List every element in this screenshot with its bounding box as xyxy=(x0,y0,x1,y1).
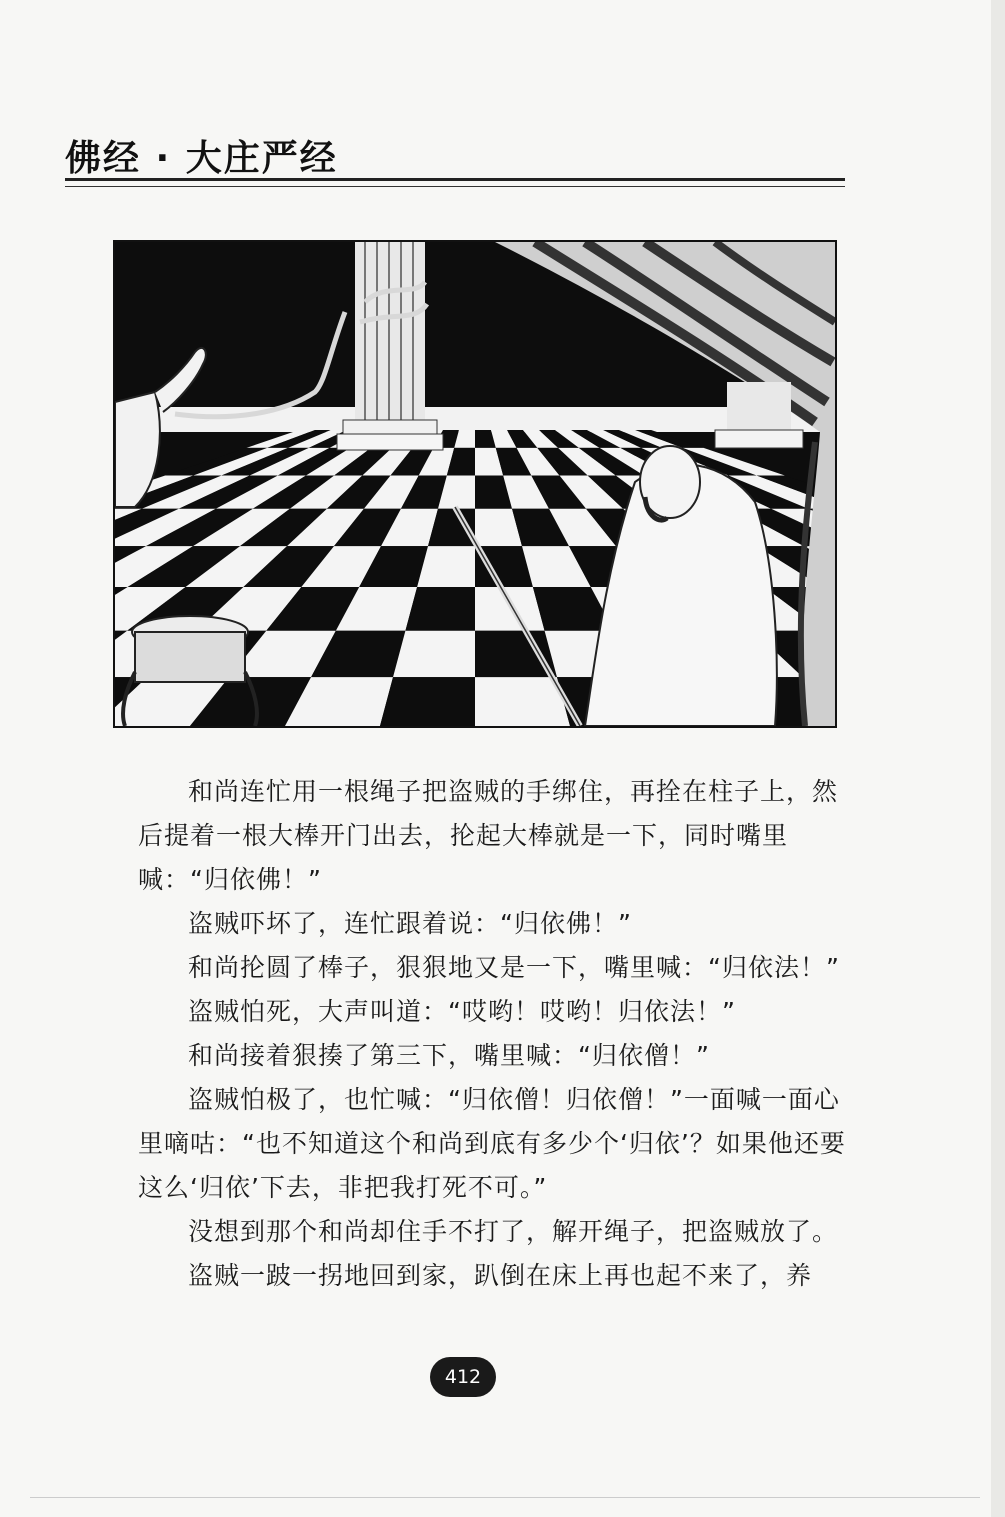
page-title: 佛经 · 大庄严经 xyxy=(65,138,338,179)
bottom-rule xyxy=(30,1497,980,1498)
paragraph: 盗贼一跛一拐地回到家，趴倒在床上再也起不来了，养 xyxy=(188,1261,813,1290)
paragraph: 和尚连忙用一根绳子把盗贼的手绑住，再拴在柱子上，然后提着一根大棒开门出去，抡起大棒就是一下，同时嘴里喊：“归依佛！” xyxy=(138,777,839,894)
paragraph: 盗贼吓坏了，连忙跟着说：“归依佛！” xyxy=(188,909,632,938)
paragraph: 和尚抡圆了棒子，狠狠地又是一下，嘴里喊：“归依法！” xyxy=(188,953,840,982)
paragraph: 没想到那个和尚却住手不打了，解开绳子，把盗贼放了。 xyxy=(188,1217,839,1246)
paragraph: 盗贼怕极了，也忙喊：“归依僧！归依僧！”一面喊一面心里嘀咕：“也不知道这个和尚到底有多少个‘归依’？如果他还要这么‘归依’下去，非把我打死不可。” xyxy=(138,1085,846,1202)
monk-thief-illustration xyxy=(113,240,837,728)
body-text xyxy=(138,770,853,1298)
header-rule-thick xyxy=(65,178,845,181)
page-number: 412 xyxy=(430,1357,496,1397)
header-rule-thin xyxy=(65,186,845,187)
paragraph: 和尚接着狠揍了第三下，嘴里喊：“归依僧！” xyxy=(188,1041,710,1070)
paragraph: 盗贼怕死，大声叫道：“哎哟！哎哟！归依法！” xyxy=(188,997,736,1026)
